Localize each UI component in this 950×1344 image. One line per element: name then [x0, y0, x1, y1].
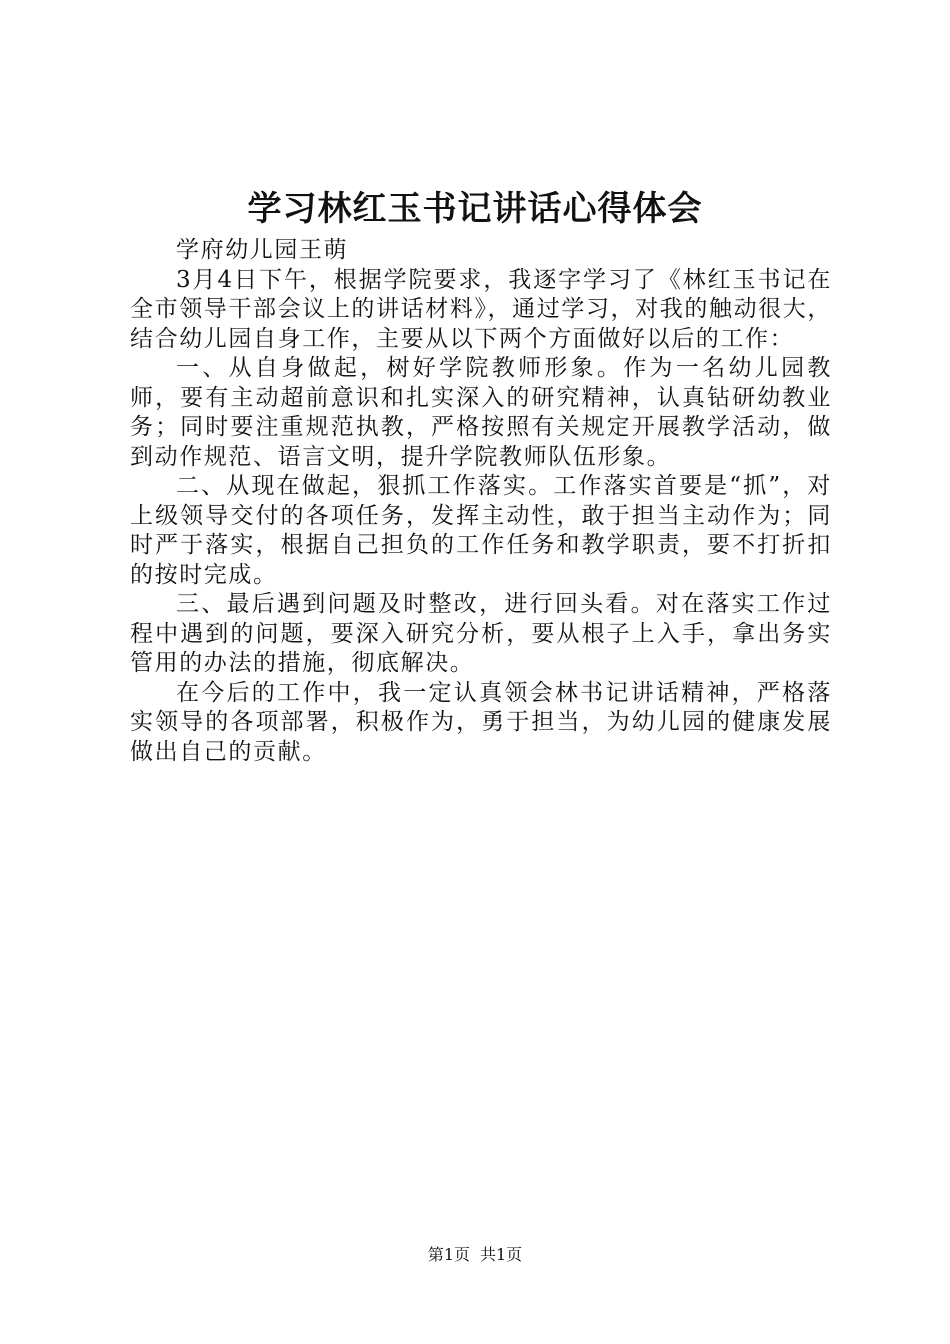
- paragraph-point-2: 二、从现在做起，狠抓工作落实。工作落实首要是“抓”，对上级领导交付的各项任务，发挥主动性，敢于担当主动作为；同时严于落实，根据自己担负的工作任务和教学职责，要不打折扣的按时完成。: [130, 473, 832, 588]
- paragraph-intro: 3月4日下午，根据学院要求，我逐字学习了《林红玉书记在全市领导干部会议上的讲话材料》，通过学习，对我的触动很大，结合幼儿园自身工作，主要从以下两个方面做好以后的工作：: [130, 266, 832, 352]
- author-line: 学府幼儿园王萌: [176, 237, 349, 263]
- page-total: 共1页: [480, 1245, 523, 1264]
- document-body: [130, 236, 832, 767]
- document-title: 学习林红玉书记讲话心得体会: [247, 189, 703, 229]
- paragraph-point-1: 一、从自身做起，树好学院教师形象。作为一名幼儿园教师，要有主动超前意识和扎实深入的研究精神，认真钻研幼教业务；同时要注重规范执教，严格按照有关规定开展教学活动，做到动作规范、语言文明，提升学院教师队伍形象。: [130, 355, 832, 470]
- page-footer: [0, 1244, 950, 1266]
- paragraph-point-3: 三、最后遇到问题及时整改，进行回头看。对在落实工作过程中遇到的问题，要深入研究分析，要从根子上入手，拿出务实管用的办法的措施，彻底解决。: [130, 591, 832, 676]
- paragraph-conclusion: 在今后的工作中，我一定认真领会林书记讲话精神，严格落实领导的各项部署，积极作为，勇于担当，为幼儿园的健康发展做出自己的贡献。: [130, 679, 832, 765]
- page-number: 第1页: [427, 1245, 470, 1264]
